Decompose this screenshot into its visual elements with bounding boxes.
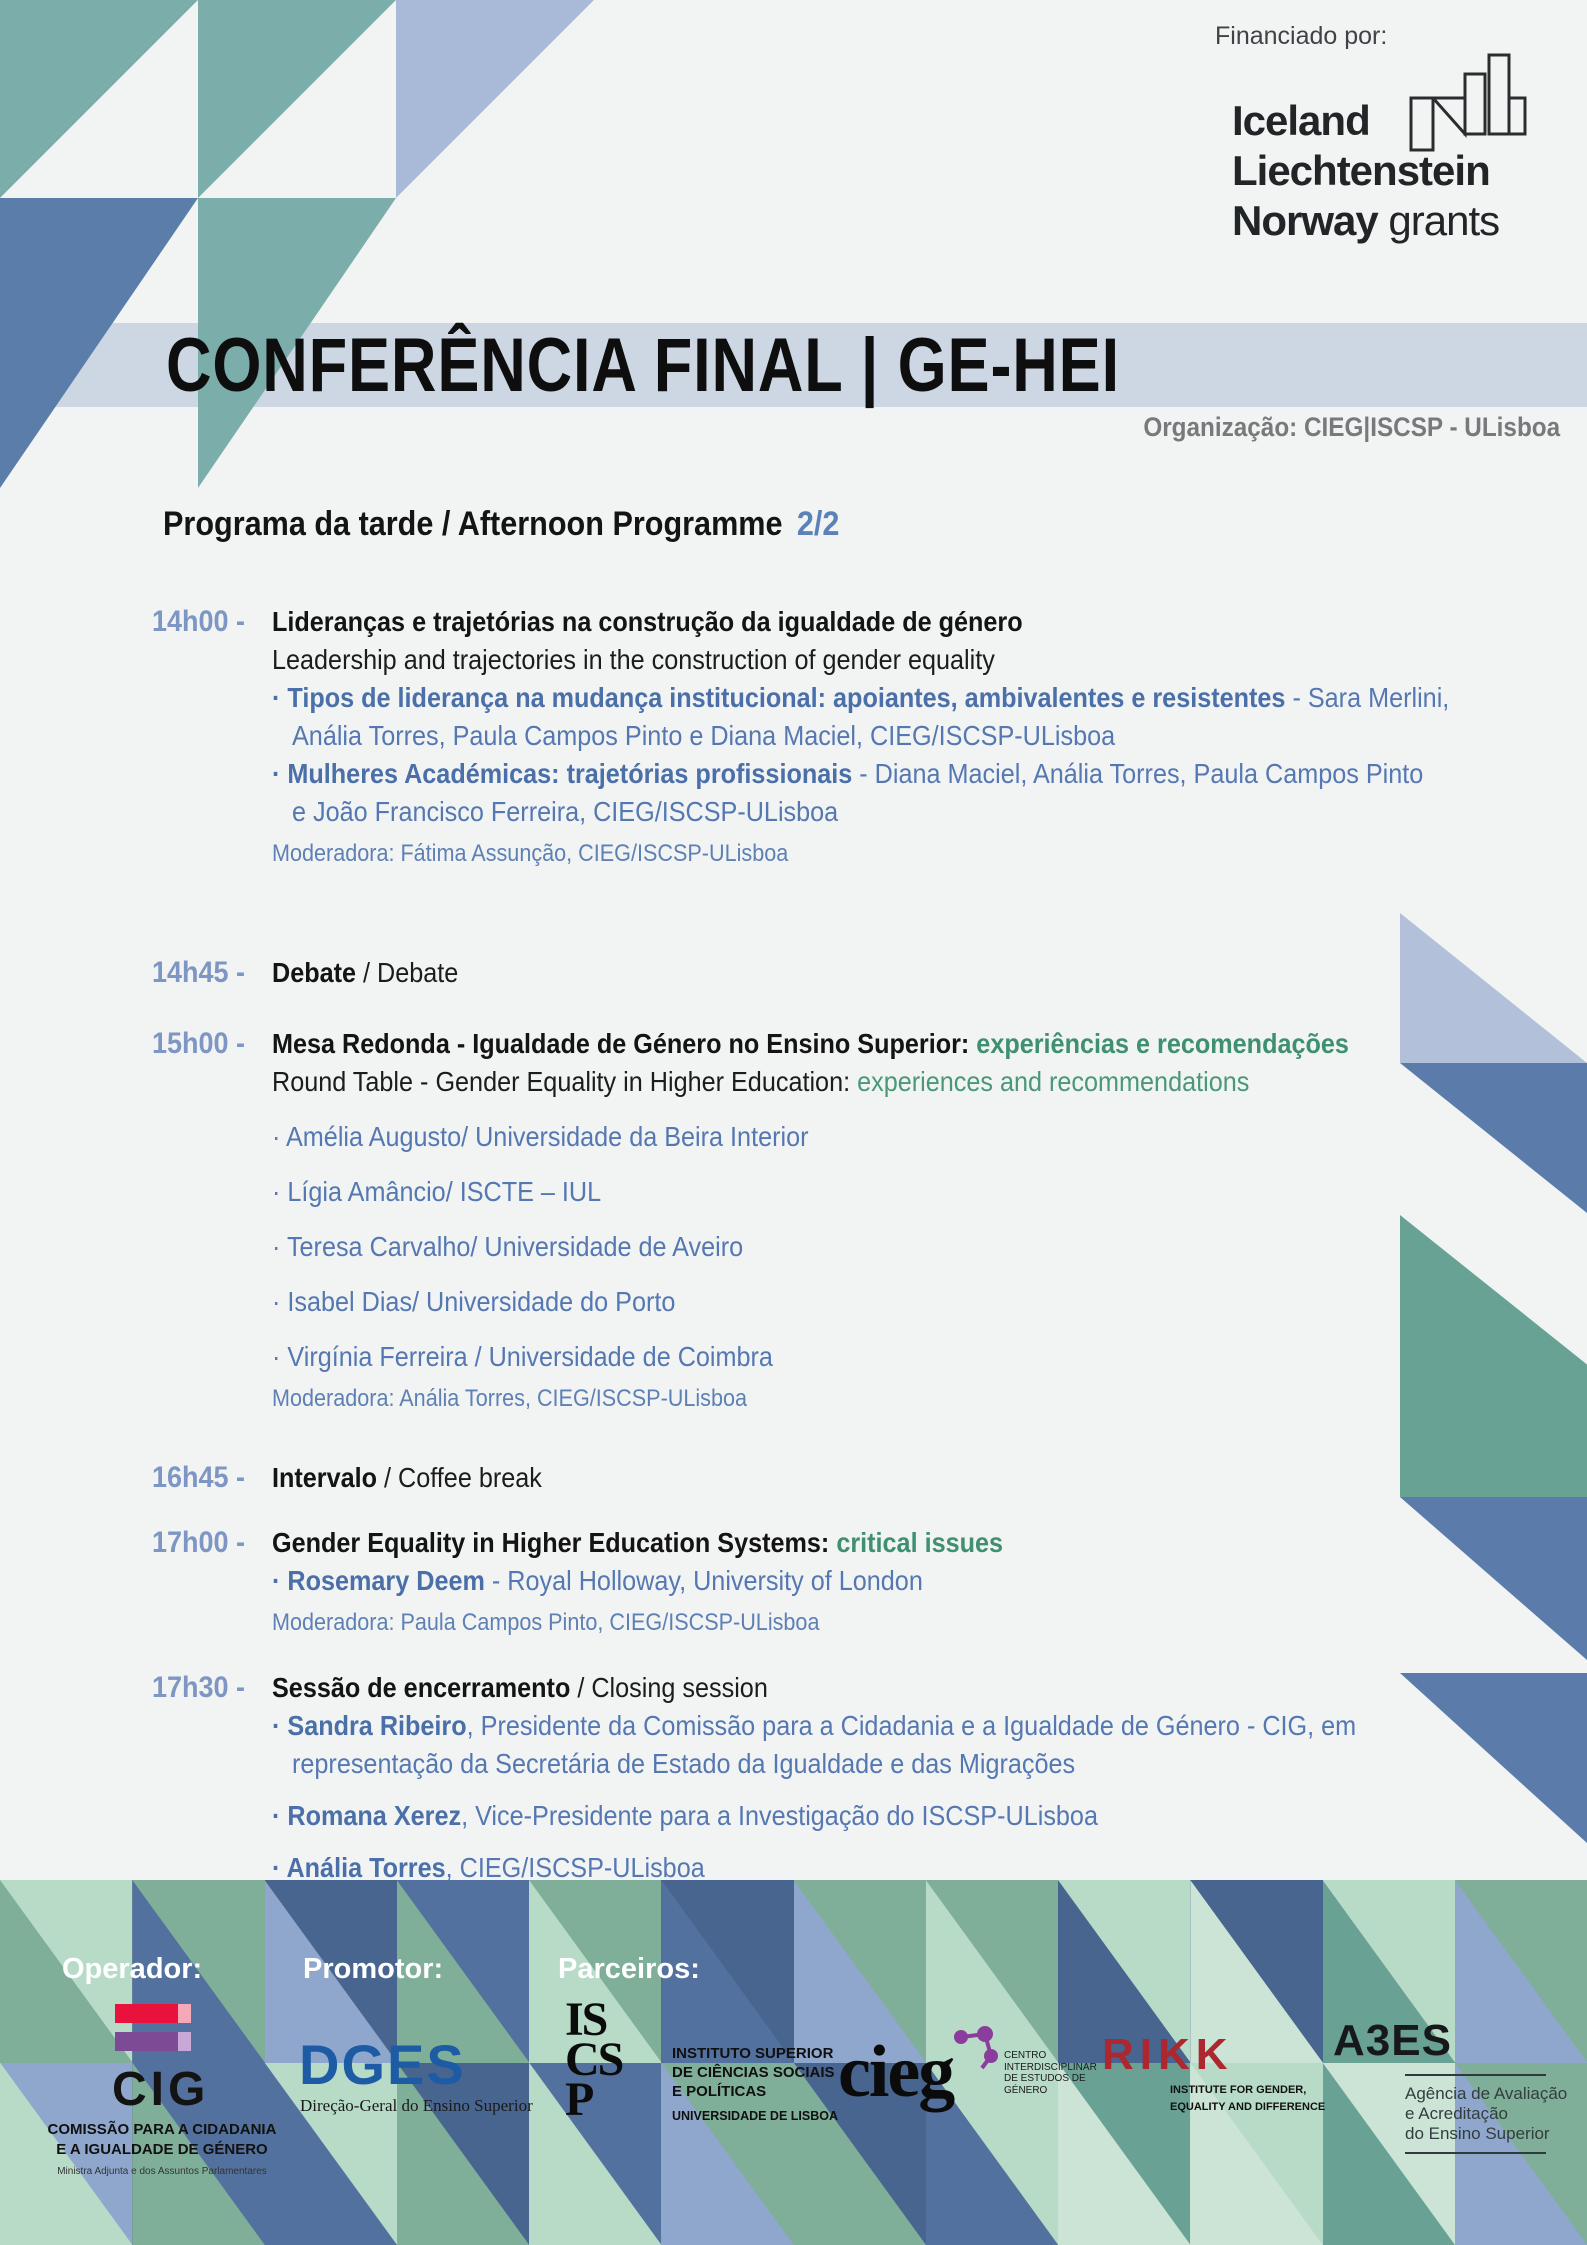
- partners-label: Parceiros:: [558, 1953, 700, 1985]
- decor-triangle: [198, 0, 396, 198]
- promoter-label: Promotor:: [303, 1953, 444, 1985]
- funder-label: Financiado por:: [1215, 22, 1388, 50]
- speaker-item: · Isabel Dias/ Universidade do Porto: [272, 1286, 676, 1317]
- schedule: [152, 603, 1552, 1887]
- rikk-caption: INSTITUTE FOR GENDER, EQUALITY AND DIFFERENCE: [1170, 2084, 1326, 2113]
- page-title: CONFERÊNCIA FINAL | GE-HEI: [166, 323, 1120, 408]
- highlight-green: critical issues: [836, 1527, 1004, 1558]
- cieg-molecule-icon: [952, 2026, 1002, 2077]
- cig-logo: CIG: [112, 2063, 210, 2116]
- cig-caption: COMISSÃO PARA A CIDADANIA E A IGUALDADE DE GÉNERO: [47, 2121, 277, 2158]
- session-17h00: 17h00 - Gender Equality in Higher Education Systems: critical issues · Rosemary Deem - Royal Holloway, University of London Moderadora: Paula Campos Pinto, CIEG/ISCSP-ULisboa: [152, 1526, 1004, 1636]
- dges-caption: Direção-Geral do Ensino Superior: [300, 2096, 533, 2115]
- session-time: 15h00 -: [152, 1027, 246, 1060]
- speaker-item: · Teresa Carvalho/ Universidade de Aveiro: [272, 1231, 744, 1262]
- cig-logo-bar-red: [115, 2004, 178, 2023]
- session-16h45: 16h45 - Intervalo / Coffee break: [152, 1459, 1552, 1497]
- speaker-item: · Amélia Augusto/ Universidade da Beira Interior: [272, 1121, 809, 1152]
- highlight-green: experiências e recomendações: [976, 1028, 1349, 1059]
- a3es-rule-bottom: [1405, 2152, 1546, 2154]
- cig-logo-bar-pink: [178, 2004, 191, 2023]
- speaker-list: [272, 1109, 1469, 1384]
- bullet-title: · Tipos de liderança na mudança institucional: apoiantes, ambivalentes e resistentes: [272, 682, 1286, 713]
- moderator-line: Moderadora: Paula Campos Pinto, CIEG/ISCSP-ULisboa: [272, 1609, 820, 1636]
- cig-subcaption: Ministra Adjunta e dos Assuntos Parlamentares: [57, 2166, 267, 2177]
- rikk-logo: RIKK: [1102, 2030, 1234, 2079]
- session-time: 14h45 -: [152, 956, 246, 989]
- cig-logo-bar-lilac: [178, 2032, 191, 2051]
- session-time: 17h00 -: [152, 1526, 246, 1559]
- cieg-caption: CENTRO INTERDISCIPLINAR DE ESTUDOS DE GÉNERO: [1004, 2050, 1097, 2096]
- session-14h45: 14h45 - Debate / Debate: [152, 954, 1552, 992]
- eea-line1: Iceland: [1232, 97, 1370, 144]
- moderator-line: Moderadora: Fátima Assunção, CIEG/ISCSP-ULisboa: [272, 840, 789, 867]
- eea-line3: Norway grants: [1232, 197, 1500, 244]
- speaker-item: · Lígia Amâncio/ ISCTE – IUL: [272, 1176, 602, 1207]
- session-time: 17h30 -: [152, 1671, 246, 1704]
- session-time: 16h45 -: [152, 1461, 246, 1494]
- iscsp-logo: IS CS P: [565, 1993, 623, 2126]
- mosaic-cell: [1455, 1880, 1587, 2064]
- decor-triangle: [396, 0, 594, 198]
- session-title-pt: Lideranças e trajetórias na construção da igualdade de género: [272, 606, 1023, 637]
- cieg-logo: cieg: [838, 2031, 954, 2113]
- eea-line2: Liechtenstein: [1232, 147, 1490, 194]
- a3es-caption: Agência de Avaliação e Acreditação do Ensino Superior: [1405, 2084, 1568, 2143]
- a3es-rule-top: [1405, 2074, 1546, 2076]
- eea-grants-wordmark: [1232, 96, 1499, 246]
- session-14h00: [152, 603, 1552, 869]
- moderator-line: Moderadora: Anália Torres, CIEG/ISCSP-ULisboa: [272, 1385, 748, 1412]
- a3es-logo: A3ES: [1333, 2016, 1452, 2065]
- bullet-title: · Mulheres Académicas: trajetórias profissionais: [272, 758, 853, 789]
- cig-logo-bar-purple: [115, 2032, 178, 2051]
- session-17h30: 17h30 - Sessão de encerramento / Closing session · Sandra Ribeiro, Presidente da Comissão para a Cidadania e a Igualdade de Género - CIG, em representação da Secretária de Estado da Igualdade e das Migrações · Romana Xerez, Vice-Presidente para a Investigação do ISCSP-ULisboa · Anália Torres, CIEG/ISCSP-ULisboa: [152, 1669, 1552, 1887]
- session-time: 14h00 -: [152, 605, 246, 638]
- highlight-green: experiences and recommendations: [857, 1066, 1250, 1097]
- programme-heading: [163, 505, 839, 544]
- programme-heading-text: Programa da tarde / Afternoon Programme: [163, 505, 783, 543]
- session-15h00: 15h00 - Mesa Redonda - Igualdade de Género no Ensino Superior: experiências e recomendações Round Table - Gender Equality in Higher Education: experiences and recommendations · Amélia Augusto/ Universidade da Beira Interior · Lígia Amâncio/ ISCTE – IUL · Teresa Carvalho/ Universidade de Aveiro · Isabel Dias/ Universidade do Porto · Virgínia Ferreira / Universidade de Coimbra Moderadora: Anália Torres, CIEG/ISCSP-ULisboa: [152, 1025, 1552, 1414]
- session-title-en: Leadership and trajectories in the construction of gender equality: [272, 644, 995, 675]
- operator-label: Operador:: [62, 1953, 203, 1985]
- organizer-credit: Organização: CIEG|ISCSP - ULisboa: [1143, 412, 1560, 442]
- speaker-item: · Virgínia Ferreira / Universidade de Coimbra: [272, 1341, 773, 1372]
- decor-triangle: [0, 0, 198, 198]
- session-content: Lideranças e trajetórias na construção da igualdade de género Leadership and trajectories in the construction of gender equality · Tipos de liderança na mudança institucional: apoiantes, ambivalentes e resistentes - Sara Merlini, Anália Torres, Paula Campos Pinto e Diana Maciel, CIEG/ISCSP-ULisboa · Mulheres Académicas: trajetórias profissionais - Diana Maciel, Anália Torres, Paula Campos Pinto e João Francisco Ferreira, CIEG/ISCSP-ULisboa Moderadora: Fátima Assunção, CIEG/ISCSP-ULisboa: [272, 606, 1450, 867]
- programme-page-number: 2/2: [796, 505, 840, 543]
- dges-logo: DGES: [299, 2033, 466, 2096]
- iscsp-caption: INSTITUTO SUPERIOR DE CIÊNCIAS SOCIAIS E POLÍTICAS UNIVERSIDADE DE LISBOA: [672, 2045, 838, 2123]
